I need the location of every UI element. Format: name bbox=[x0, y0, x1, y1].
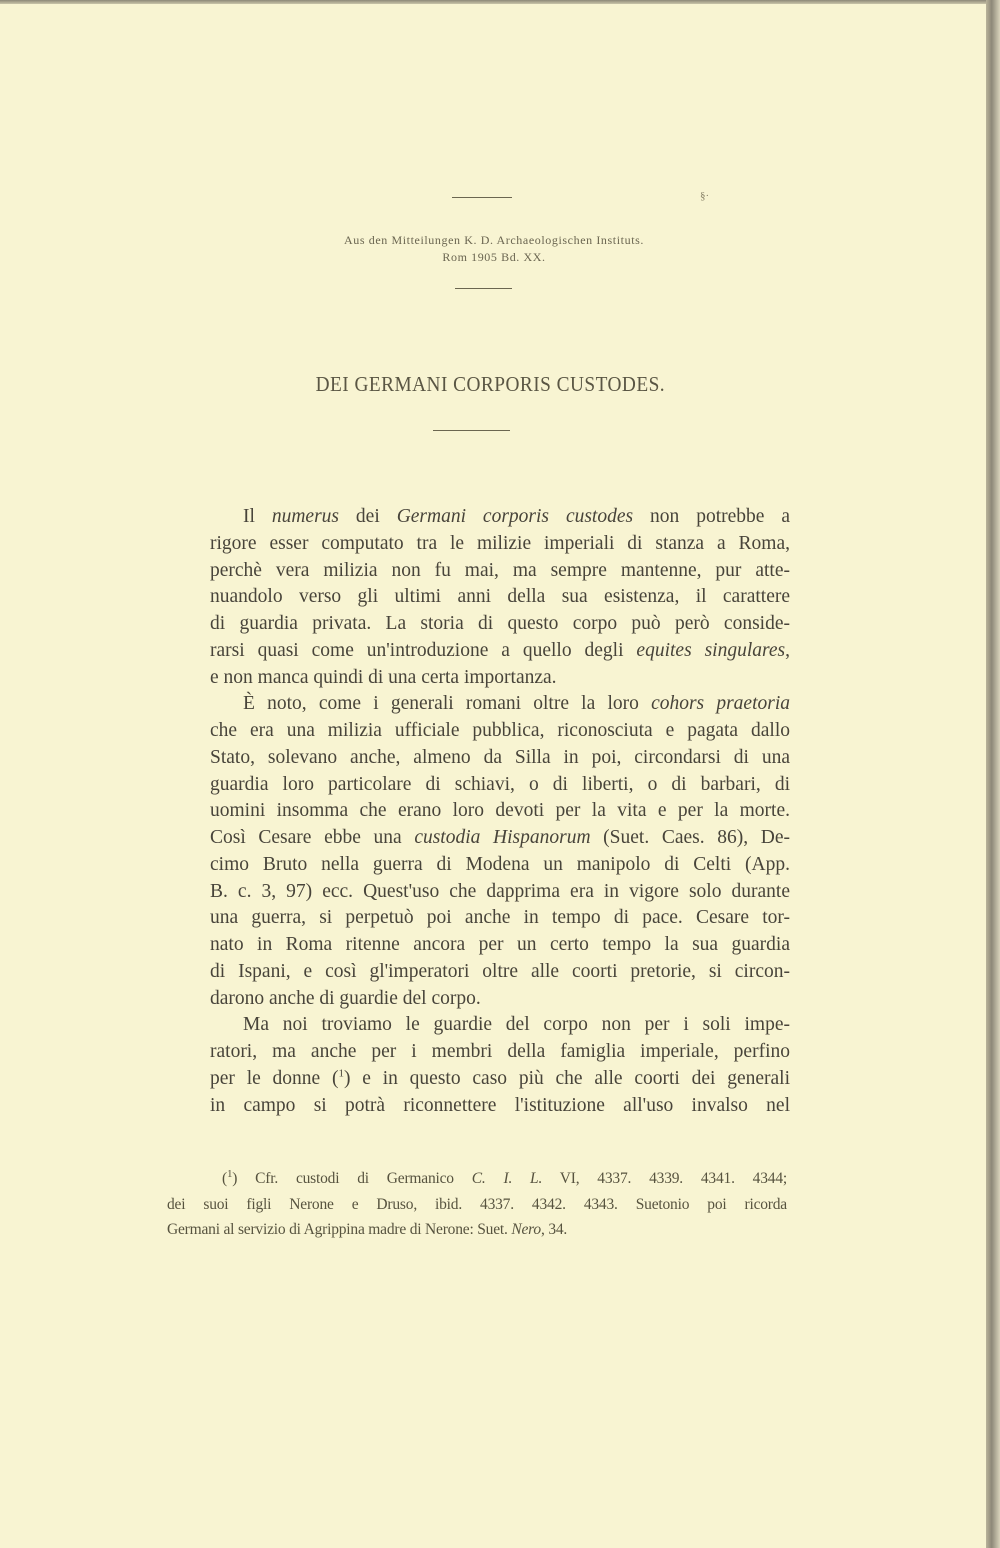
text-segment: nuandolo verso gli ultimi anni della sua esistenza, il carattere bbox=[210, 586, 790, 608]
body-line bbox=[210, 584, 790, 610]
text-segment: ) Cfr. custodi di Germanico bbox=[232, 1170, 472, 1187]
body-line bbox=[210, 798, 790, 824]
text-segment: dei bbox=[339, 506, 397, 527]
text-segment: VI, 4337. 4339. 4341. 4344; bbox=[542, 1170, 787, 1187]
text-segment: una guerra, si perpetuò poi anche in tempo di pace. Cesare tor- bbox=[210, 907, 790, 929]
text-segment: , 34. bbox=[540, 1221, 568, 1238]
body-line bbox=[210, 638, 790, 664]
text-segment: Il bbox=[243, 506, 272, 527]
italic-text: Germani corporis custodes bbox=[396, 506, 634, 527]
text-segment: (Suet. Caes. 86), De- bbox=[590, 827, 790, 848]
text-segment: rarsi quasi come un'introduzione a quello degli bbox=[210, 639, 637, 661]
footnote-marker: 1 bbox=[338, 1067, 344, 1080]
text-segment: Germani al servizio di Agrippina madre di Nerone: Suet. bbox=[167, 1221, 512, 1238]
body-line bbox=[210, 558, 790, 584]
body-line bbox=[210, 718, 790, 744]
top-rule bbox=[452, 197, 512, 198]
body-line bbox=[210, 852, 790, 878]
italic-text: Nero bbox=[511, 1221, 541, 1238]
article-title: DEI GERMANI CORPORIS CUSTODES. bbox=[315, 372, 666, 396]
text-segment: ratori, ma anche per i membri della famiglia imperiale, perfino bbox=[210, 1041, 790, 1062]
italic-text: numerus bbox=[271, 506, 340, 527]
body-line bbox=[210, 745, 790, 771]
body-line bbox=[210, 1066, 790, 1092]
italic-text: custodia Hispanorum bbox=[414, 827, 591, 848]
body-line bbox=[210, 1093, 790, 1119]
body-line bbox=[210, 879, 790, 905]
header-rule bbox=[455, 288, 512, 289]
text-segment: per le donne ( bbox=[210, 1067, 339, 1089]
text-segment: non potrebbe a bbox=[633, 506, 790, 527]
body-line bbox=[210, 531, 790, 557]
text-segment: È noto, come i generali romani oltre la loro bbox=[243, 693, 652, 715]
footnote-line bbox=[167, 1219, 787, 1241]
text-segment: ) e in questo caso più che alle coorti dei generali bbox=[344, 1067, 790, 1089]
text-segment: darono anche di guardie del corpo. bbox=[210, 987, 481, 1009]
text-segment: B. c. 3, 97) ecc. Quest'uso che dapprima era in vigore solo durante bbox=[210, 880, 790, 902]
text-segment: che era una milizia ufficiale pubblica, riconosciuta e pagata dallo bbox=[210, 720, 790, 741]
text-segment: perchè vera milizia non fu mai, ma sempre mantenne, pur atte- bbox=[210, 559, 790, 581]
body-line bbox=[210, 665, 790, 691]
body-line bbox=[210, 932, 790, 958]
text-segment: e non manca quindi di una certa importanza. bbox=[210, 666, 557, 688]
text-segment: guardia loro particolare di schiavi, o di liberti, o di barbari, di bbox=[210, 773, 790, 795]
text-segment: di guardia privata. La storia di questo corpo può però conside- bbox=[210, 613, 790, 634]
text-segment: , bbox=[785, 639, 790, 661]
italic-text: C. I. L. bbox=[471, 1170, 543, 1187]
body-line bbox=[210, 986, 790, 1012]
source-citation-line1: Aus den Mitteilungen K. D. Archaeologischen Instituts. bbox=[343, 233, 645, 247]
footnote-marker: 1 bbox=[226, 1167, 233, 1180]
footnote-line bbox=[167, 1194, 787, 1216]
text-segment: uomini insomma che erano loro devoti per la vita e per la morte. bbox=[210, 800, 790, 822]
italic-text: cohors praetoria bbox=[651, 693, 791, 715]
text-segment: cimo Bruto nella guerra di Modena un manipolo di Celti (App. bbox=[210, 853, 790, 875]
text-segment: rigore esser computato tra le milizie imperiali di stanza a Roma, bbox=[210, 532, 790, 554]
body-line bbox=[210, 611, 790, 637]
text-segment: Stato, solevano anche, almeno da Silla in poi, circondarsi di una bbox=[210, 746, 790, 768]
body-line bbox=[243, 1012, 790, 1038]
italic-text: equites singulares bbox=[636, 639, 786, 661]
text-segment: dei suoi figli Nerone e Druso, ibid. 4337. 4342. 4343. Suetonio poi ricorda bbox=[167, 1195, 787, 1213]
body-line bbox=[243, 504, 790, 530]
text-segment: in campo si potrà riconnettere l'istituzione all'uso invalso nel bbox=[210, 1094, 790, 1116]
body-line bbox=[243, 691, 790, 717]
text-segment: Così Cesare ebbe una bbox=[210, 827, 415, 848]
body-line bbox=[210, 959, 790, 985]
text-segment: di Ispani, e così gl'imperatori oltre alle coorti pretorie, si circon- bbox=[210, 960, 790, 982]
body-line bbox=[210, 905, 790, 931]
document-page bbox=[0, 4, 988, 1548]
paper-speck: §· bbox=[700, 190, 710, 202]
body-line bbox=[210, 825, 790, 851]
text-segment: Ma noi troviamo le guardie del corpo non per i soli impe- bbox=[243, 1014, 790, 1036]
text-segment: ( bbox=[222, 1170, 227, 1187]
text-segment: nato in Roma ritenne ancora per un certo tempo la sua guardia bbox=[210, 934, 790, 955]
title-rule bbox=[433, 430, 510, 431]
body-line bbox=[210, 772, 790, 798]
footnote-line bbox=[222, 1168, 787, 1190]
body-line bbox=[210, 1039, 790, 1065]
source-citation-line2: Rom 1905 Bd. XX. bbox=[442, 250, 546, 264]
page-right-edge bbox=[986, 0, 1000, 1548]
